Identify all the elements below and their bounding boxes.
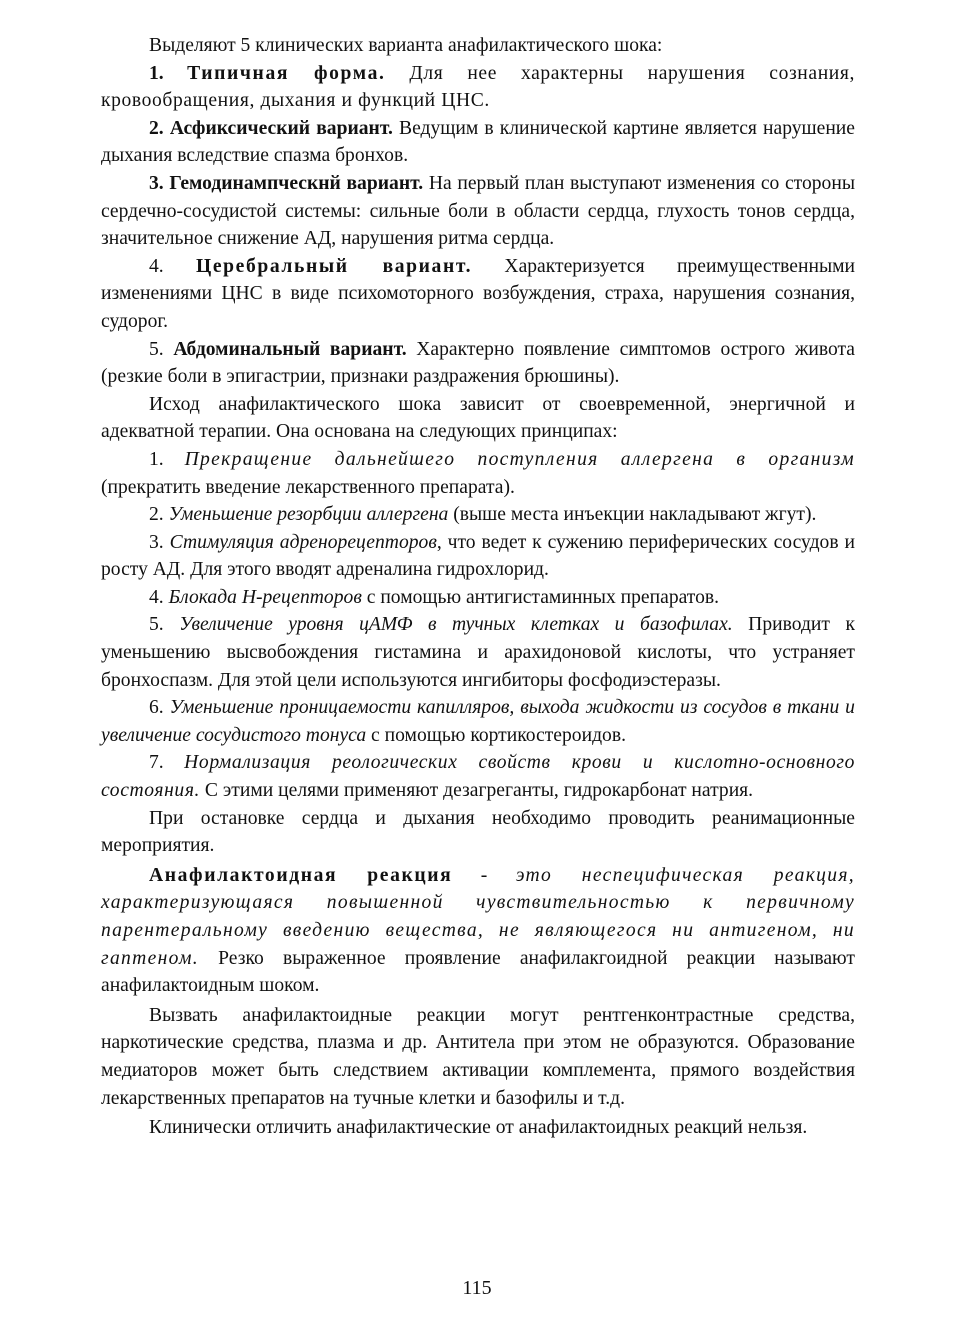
principle-2 [101, 501, 855, 529]
intro-paragraph: Выделяют 5 клинических варианта анафилактического шока: [149, 35, 663, 56]
variant-3-number: 3. [149, 172, 164, 194]
principle-4-number: 4. [149, 586, 164, 608]
variant-3-title: Гемодинампческнй вариант. [169, 172, 424, 194]
outcome-paragraph: Исход анафилактического шока зависит от своевременной, энергичной и адекватной терапии. Она основана на следующих принципах: [101, 393, 855, 443]
variant-5-title: Абдоминальный вариант. [173, 338, 407, 360]
variant-5-number: 5. [149, 338, 164, 360]
variant-4 [101, 253, 855, 336]
principle-4-italic: Блокада Н-рецепторов [168, 586, 362, 608]
variant-3-text: На первый план выступают изменения со стороны сердечно-сосудистой системы: сильные боли в области сердца, глухость тонов сердца, значительное снижение АД, нарушения ритма сердца. [101, 172, 856, 250]
variant-1-number: 1. [149, 62, 164, 84]
variant-4-text: Характеризуется преимущественными изменениями ЦНС в виде психомоторного возбуждения, страха, нарушения сознания, судорог. [101, 255, 856, 332]
variant-5-text: Характерно появление симптомов острого живота (резкие боли в эпигастрии, признаки раздражения брюшины). [101, 338, 856, 388]
principle-1 [101, 446, 855, 501]
variant-2-title: Асфиксический вариант. [169, 117, 393, 139]
variant-5 [101, 336, 855, 391]
variant-4-number: 4. [149, 255, 164, 277]
page-number: 115 [462, 1277, 492, 1299]
principle-2-number: 2. [149, 504, 164, 526]
principle-6-text: с помощью кортикостероидов. [366, 724, 626, 746]
principle-4-text: с помощью антигистаминных препаратов. [361, 586, 720, 608]
principle-7-number: 7. [149, 752, 164, 774]
anaphylactoid-term: Анафилактоидная реакция [149, 864, 453, 886]
causes-paragraph: Вызвать анафилактоидные реакции могут рентгенконтрастные средства, наркотические средства, плазма и др. Антитела при этом не образуются. Образование медиаторов может быть следствием активации комплемента, прямого воздействия лекарственных препаратов на тучные клетки и базофилы и т.д. [101, 1004, 855, 1109]
anaphylactoid-paragraph [101, 862, 855, 1000]
cardiac-arrest-paragraph: При остановке сердца и дыхания необходимо проводить реанимационные мероприятия. [101, 807, 855, 857]
variant-3 [101, 170, 855, 253]
variant-2 [101, 115, 855, 170]
principle-3-number: 3. [149, 531, 164, 553]
principle-1-text: (прекратить введение лекарственного препарата). [101, 476, 515, 498]
principle-5-italic: Увеличение уровня цАМФ в тучных клетках и базофилах. [179, 614, 733, 636]
principle-3 [101, 529, 855, 584]
principle-2-text: (выше места инъекции накладывают жгут). [448, 504, 817, 526]
variant-2-number: 2. [149, 117, 164, 139]
anaphylactoid-definition: это неспецифическая реакция, характеризующаяся повышенной чувствительностью к первичному парентеральному введению вещества, не являющегося ни антигеном, ни гаптеном. [101, 864, 855, 969]
principle-6 [101, 694, 855, 749]
principle-3-text: , что ведет к сужению периферических сосудов и росту АД. Для этого вводят адреналина гидрохлорид. [101, 531, 855, 581]
anaphylactoid-text: Резко выраженное проявление анафилакгоидной реакции называют анафилактоидным шоком. [101, 947, 855, 997]
principle-1-italic: Прекращение дальнейшего поступления аллергена в организм [184, 448, 855, 470]
principle-1-number: 1. [149, 448, 164, 470]
principle-6-number: 6. [149, 697, 164, 719]
principle-3-italic: Стимуляция адренорецепторов [169, 531, 437, 553]
principle-2-italic: Уменьшение резорбции аллергена [168, 504, 449, 526]
variant-2-text: Ведущим в клинической картине является нарушение дыхания вследствие спазма бронхов. [101, 117, 855, 167]
principle-5 [101, 611, 855, 694]
page-body [101, 32, 855, 1142]
principle-7-italic: Нормализация реологических свойств крови и кислотно-основного состояния. [101, 752, 855, 802]
principle-6-italic: Уменьшение проницаемости капилляров, выхода жидкости из сосудов в ткани и увеличение сосудистого тонуса [101, 697, 855, 746]
variant-1-title: Типичная форма. [187, 62, 386, 84]
variant-4-title: Церебральный вариант. [196, 255, 473, 277]
principle-7 [101, 749, 855, 804]
principle-4 [101, 584, 855, 612]
conclusion-paragraph: Клинически отличить анафилактические от анафилактоидных реакций нельзя. [149, 1117, 808, 1139]
principle-5-number: 5. [149, 614, 164, 636]
variant-1-text: Для нее характерны нарушения сознания, кровообращения, дыхания и функций ЦНС. [101, 62, 855, 112]
principle-5-text: Приводит к уменьшению высвобождения гистамина и арахидоновой кислоты, что устраняет бронхоспазм. Для этой цели используются ингибиторы фосфодиэстеразы. [101, 614, 855, 691]
principle-7-text: С этими целями применяют дезагреганты, гидрокарбонат натрия. [200, 780, 754, 802]
anaphylactoid-dash: - [452, 864, 516, 886]
variant-1 [101, 60, 855, 115]
